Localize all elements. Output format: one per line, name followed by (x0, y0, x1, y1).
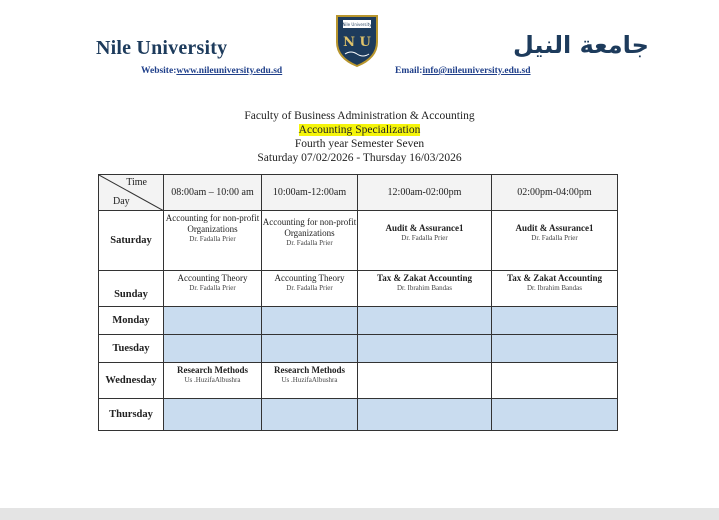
empty-cell (164, 399, 262, 431)
course-name: Research Methods (273, 365, 346, 375)
logo-monogram: N U (343, 35, 371, 50)
specialization-highlight: Accounting Specialization (298, 124, 421, 136)
email-label: Email: (395, 66, 423, 76)
slot-header-4: 02:00pm-04:00pm (492, 175, 618, 211)
empty-cell (164, 307, 262, 335)
empty-cell (358, 307, 492, 335)
table-header-row (99, 175, 618, 211)
empty-cell (492, 335, 618, 363)
course-name: Accounting for non-profit Organizations (262, 217, 357, 238)
schedule-table (98, 174, 618, 431)
website-label: Website: (141, 66, 177, 76)
course-name: Accounting for non-profit Organizations (165, 213, 260, 234)
slot-header-3: 12:00am-02:00pm (358, 175, 492, 211)
table-row (99, 271, 618, 307)
lecturer-name: Us .HuzifaAlbushra (184, 376, 241, 384)
course-name: Tax & Zakat Accounting (507, 273, 602, 283)
logo-caption: Nile University (342, 22, 372, 27)
day-saturday: Saturday (99, 211, 164, 271)
empty-cell (358, 399, 492, 431)
website-link[interactable]: www.nileuniversity.edu.sd (176, 66, 283, 76)
empty-cell (492, 307, 618, 335)
corner-cell (99, 175, 164, 211)
course-name: Tax & Zakat Accounting (377, 273, 472, 283)
table-cell (164, 271, 262, 307)
empty-cell (492, 363, 618, 399)
day-thursday: Thursday (99, 399, 164, 431)
table-cell (164, 211, 262, 271)
day-tuesday: Tuesday (99, 335, 164, 363)
table-cell (262, 363, 358, 399)
table-row (99, 399, 618, 431)
slot-header-2: 10:00am-12:00am (262, 175, 358, 211)
empty-cell (164, 335, 262, 363)
viewer-bottom-bar (0, 508, 719, 520)
lecturer-name: Dr. Ibrahim Bandas (396, 284, 452, 292)
website-line (141, 66, 282, 76)
table-row (99, 363, 618, 399)
table-cell (492, 271, 618, 307)
table-cell (164, 363, 262, 399)
empty-cell (262, 307, 358, 335)
lecturer-name: Dr. Fadalla Prier (531, 234, 578, 242)
year-semester: Fourth year Semester Seven (294, 138, 425, 150)
day-monday: Monday (99, 307, 164, 335)
table-cell (358, 211, 492, 271)
table-row (99, 211, 618, 271)
lecturer-name: Us .HuzifaAlbushra (281, 376, 338, 384)
course-name: Accounting Theory (274, 273, 345, 283)
empty-cell (262, 399, 358, 431)
table-cell (358, 271, 492, 307)
table-row (99, 307, 618, 335)
table-cell (262, 271, 358, 307)
lecturer-name: Dr. Fadalla Prier (189, 235, 236, 243)
course-name: Accounting Theory (177, 273, 248, 283)
day-sunday: Sunday (99, 271, 164, 307)
lecturer-name: Dr. Fadalla Prier (189, 284, 236, 292)
lecturer-name: Dr. Fadalla Prier (401, 234, 448, 242)
empty-cell (262, 335, 358, 363)
empty-cell (358, 363, 492, 399)
lecturer-name: Dr. Fadalla Prier (286, 239, 333, 247)
course-name: Audit & Assurance1 (385, 223, 464, 233)
course-name: Research Methods (176, 365, 249, 375)
faculty-title: Faculty of Business Administration & Accounting (244, 110, 475, 122)
empty-cell (492, 399, 618, 431)
specialization-title (0, 124, 719, 136)
corner-day-label: Day (113, 196, 130, 207)
empty-cell (358, 335, 492, 363)
day-wednesday: Wednesday (99, 363, 164, 399)
university-logo (333, 12, 381, 68)
lecturer-name: Dr. Fadalla Prier (286, 284, 333, 292)
corner-time-label: Time (126, 177, 147, 188)
table-cell (492, 211, 618, 271)
table-row (99, 335, 618, 363)
slot-header-1: 08:00am – 10:00 am (164, 175, 262, 211)
university-name-en: Nile University (96, 37, 228, 59)
email-link[interactable]: info@nileuniversity.edu.sd (422, 66, 531, 76)
date-range: Saturday 07/02/2026 - Thursday 16/03/2026 (257, 152, 462, 164)
university-name-ar: جامعة النيل (513, 31, 649, 59)
email-line (395, 66, 531, 76)
course-name: Audit & Assurance1 (515, 223, 594, 233)
table-cell (262, 211, 358, 271)
lecturer-name: Dr. Ibrahim Bandas (526, 284, 582, 292)
